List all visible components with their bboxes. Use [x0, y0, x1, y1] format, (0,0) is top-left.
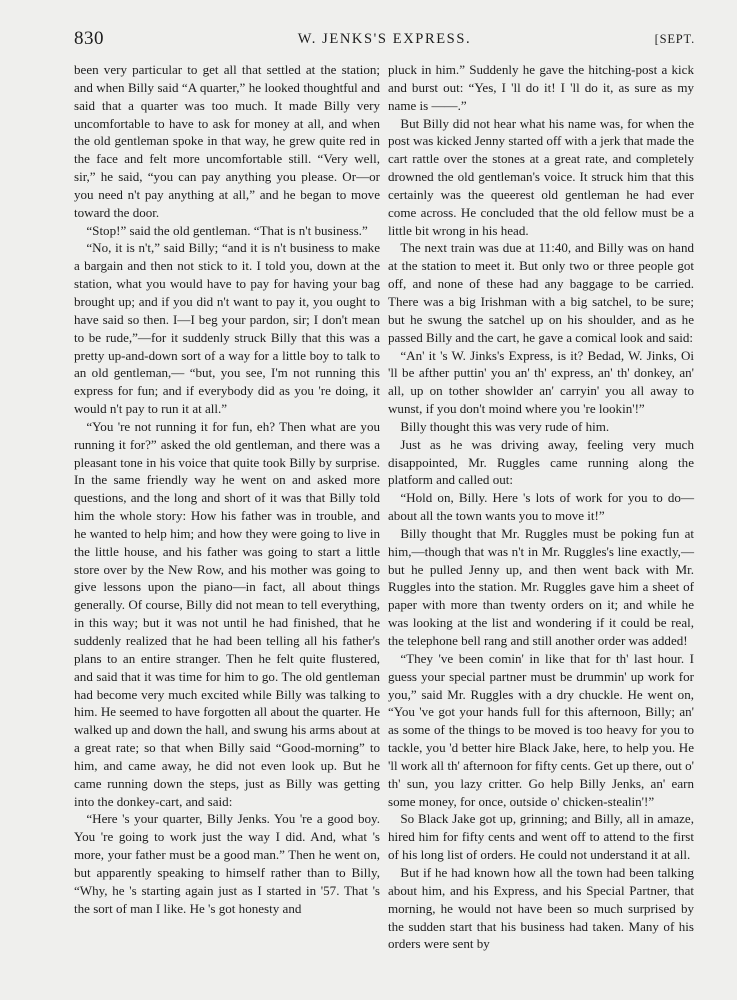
- left-column: [74, 61, 380, 918]
- paragraph: pluck in him.” Suddenly he gave the hitching-post a kick and burst out: “Yes, I 'll do it! I 'll do it, as sure as my name is ——.”: [388, 62, 694, 113]
- paragraph: Just as he was driving away, feeling very much disappointed, Mr. Ruggles came running along the platform and called out:: [388, 436, 694, 488]
- running-title: W. JENKS'S EXPRESS.: [297, 31, 472, 47]
- paragraph: “They 've been comin' in like that for th' last hour. I guess your special partner must be drummin' up work for you,” said Mr. Ruggles with a dry chuckle. He went on, “You 've got your hands full for this afternoon, Billy; an' as some of the things to be moved is too heavy for you to tackle, you 'd better hire Black Jake, here, to help you. He 'll work all th' afternoon for fifty cents. Get up there, out o' th' sun, you lazy critter. Go help Billy Jenks, an' earn some money, for once, outside o' chicken-stealin'!”: [388, 650, 694, 809]
- paragraph: But Billy did not hear what his name was, for when the post was kicked Jenny started off with a jerk that made the cart rattle over the stones at a great rate, and completely drowned the old gentleman's voice. It struck him that this certainly was the queerest old gentleman he had ever come across. He concluded that the old fellow must be a little bit wrong in his head.: [388, 115, 694, 238]
- paragraph: So Black Jake got up, grinning; and Billy, all in amaze, hired him for fifty cents and went off to attend to the first of his long list of orders. He could not understand it at all.: [388, 811, 694, 863]
- paragraph: “You 're not running it for fun, eh? Then what are you running it for?” asked the old gentleman, and there was a pleasant tone in his voice that quite took Billy by surprise. In the same friendly way he went on and asked more questions, and the long and short of it was that Billy told him the whole story: How his father was in trouble, and he wanted to help him; and how they were going to live in the little house, and his father was going to start a little store over by the New Row, and his mother was going to give lessons upon the piano—in fact, all about things generally. Of course, Billy did not mean to tell everything, in this way; but it was not until he had finished, that he suddenly realized that he had been telling all his father's plans to an entire stranger. Then he felt quite flustered, and said that it was time for him to go. The old gentleman had become very much excited while Billy was talking to him. He seemed to have forgotten all about the quarter. He walked up and down the hall, and swung his arms about at a great rate; so that when Billy said “Good-morning” to him, and came away, he did not even look up. But he came running down the steps, just as Billy was getting into the donkey-cart, and said:: [74, 418, 380, 809]
- paragraph: But if he had known how all the town had been talking about him, and his Express, and his Special Partner, that morning, he would not have been so much surprised by the sudden start that his business had taken. Many of his orders were sent by: [388, 864, 694, 952]
- paragraph: “Stop!” said the old gentleman. “That is n't business.”: [86, 222, 368, 238]
- right-column: [388, 61, 694, 953]
- paragraph: Billy thought this was very rude of him.: [400, 418, 610, 434]
- issue-month: [SEPT.: [654, 32, 695, 46]
- paragraph: “Hold on, Billy. Here 's lots of work for you to do—about all the town wants you to move it!”: [388, 490, 694, 524]
- paragraph: “No, it is n't,” said Billy; “and it is n't business to make a bargain and then not stick to it. I told you, down at the station, what you would have to pay for having your bag brought up; and if you did n't want to pay it, you ought to have said so then. I—I beg your pardon, sir; I don't mean to be rude,”—for it suddenly struck Billy that this was a pretty up-and-down sort of a way for a little boy to talk to an old gentleman,— “but, you see, I'm not running this express for fun; and if everybody did as you 're doing, it would n't pay to run it at all.”: [74, 240, 380, 417]
- paragraph: been very particular to get all that settled at the station; and when Billy said “A quarter,” he looked thoughtful and said that a quarter was too much. It made Billy very uncomfortable to have to ask for money at all, and when the old gentleman spoke in that way, he grew quite red in the face and felt more uncomfortable still. “Very well, sir,” he said, “you can pay anything you please. Or—or you need n't pay anything at all,” and he began to move toward the door.: [74, 62, 380, 220]
- paragraph: “Here 's your quarter, Billy Jenks. You 're a good boy. You 're going to work just the way I did. And, what 's more, your father must be a good man.” Then he went on, but apparently speaking to himself rather than to Billy, “Why, he 's starting again just as I started in '57. That 's the sort of man I like. He 's got honesty and: [74, 811, 380, 916]
- page-number: 830: [74, 28, 104, 49]
- paragraph: Billy thought that Mr. Ruggles must be poking fun at him,—though that was n't in Mr. Ruggles's line exactly,—but he pulled Jenny up, and then went back with Mr. Ruggles into the station. Mr. Ruggles gave him a sheet of paper with more than twenty orders on it; and while he was looking at the list and wondering if it could be real, the telephone bell rang and still another order was added!: [388, 525, 694, 648]
- paragraph: “An' it 's W. Jinks's Express, is it? Bedad, W. Jinks, Oi 'll be afther puttin' you an' th' express, an' th' donkey, an' all, up on tother showlder an' carryin' you all away to wunst, if you don't moind where you 're lookin'!”: [388, 347, 694, 417]
- paragraph: The next train was due at 11:40, and Billy was on hand at the station to meet it. But only two or three people got off, and none of these had any baggage to be carried. There was a big Irishman with a big satchel, to be sure; but he swung the satchel up on his shoulder, and as he passed Billy and the cart, he gave a comical look and said:: [388, 240, 694, 345]
- page-header: [74, 22, 695, 48]
